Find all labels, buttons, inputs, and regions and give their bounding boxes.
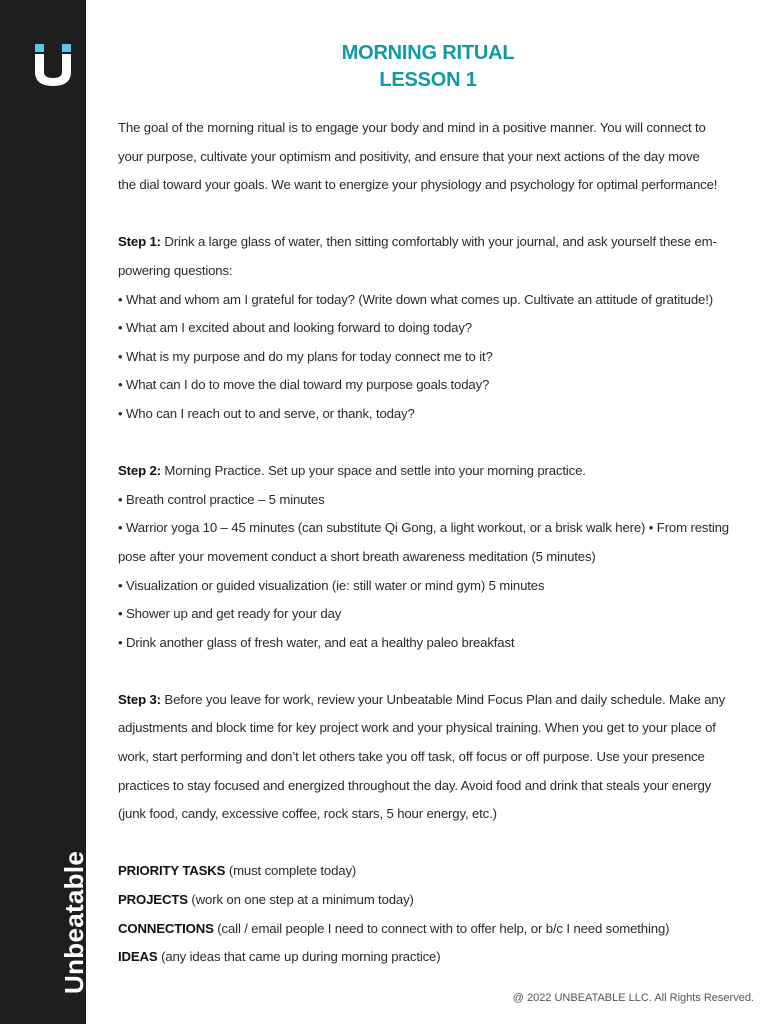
title-line-1: MORNING RITUAL	[341, 42, 515, 64]
step-3-line: practices to stay focused and energized throughout the day. Avoid food and drink that steals your energy	[118, 777, 712, 793]
step-1-line: powering questions:	[118, 262, 233, 278]
step-2-label: Step 2:	[118, 463, 161, 479]
intro-line: your purpose, cultivate your optimism and positivity, and ensure that your next actions of the day move	[118, 148, 700, 164]
brand-vertical-text: Unbeatable	[59, 850, 89, 994]
list-connections: CONNECTIONS (call / email people I need to connect with to offer help, or b/c I need something)	[118, 920, 670, 936]
unbeatable-logo-icon	[35, 44, 71, 86]
brand-sidebar	[0, 0, 89, 1024]
body-text	[118, 114, 743, 972]
intro-line: The goal of the morning ritual is to engage your body and mind in a positive manner. You will connect to	[118, 120, 706, 135]
step-3-label: Step 3:	[118, 691, 161, 707]
step-2-line: Step 2: Morning Practice. Set up your space and settle into your morning practice.	[118, 463, 586, 479]
step-2-bullet: • Breath control practice – 5 minutes	[118, 491, 325, 507]
step-3-line: (junk food, candy, excessive coffee, rock stars, 5 hour energy, etc.)	[118, 806, 497, 822]
step-2-bullet: • Shower up and get ready for your day	[118, 606, 342, 622]
list-priority-tasks: PRIORITY TASKS (must complete today)	[118, 863, 357, 879]
step-1-label: Step 1:	[118, 234, 161, 250]
step-2-bullet: • Drink another glass of fresh water, and eat a healthy paleo breakfast	[118, 634, 515, 650]
step-2-bullet: pose after your movement conduct a short breath awareness meditation (5 minutes)	[118, 548, 596, 564]
step-3-line: work, start performing and don’t let others take you off task, off focus or off purpose. Use your presence	[118, 749, 705, 765]
step-3-line: adjustments and block time for key project work and your physical training. When you get to your place of	[118, 720, 716, 736]
page-title	[118, 40, 738, 94]
step-1-bullet: • Who can I reach out to and serve, or thank, today?	[118, 405, 415, 421]
step-3-line: Step 3: Before you leave for work, review your Unbeatable Mind Focus Plan and daily schedule. Make any	[118, 691, 726, 707]
step-2-bullet: • Visualization or guided visualization (ie: still water or mind gym) 5 minutes	[118, 577, 545, 593]
step-1-bullet: • What and whom am I grateful for today? (Write down what comes up. Cultivate an attitude of gratitude!)	[118, 291, 713, 307]
list-projects: PROJECTS (work on one step at a minimum today)	[118, 892, 414, 908]
step-2-bullet: • Warrior yoga 10 – 45 minutes (can substitute Qi Gong, a light workout, or a brisk walk here) • From resting	[118, 520, 729, 536]
copyright-footer: @ 2022 UNBEATABLE LLC. All Rights Reserved.	[512, 992, 754, 1004]
step-1-bullet: • What is my purpose and do my plans for today connect me to it?	[118, 348, 493, 364]
title-line-2: LESSON 1	[379, 69, 477, 91]
list-ideas: IDEAS (any ideas that came up during morning practice)	[118, 949, 441, 965]
step-1-bullet: • What am I excited about and looking forward to doing today?	[118, 320, 472, 336]
step-1-bullet: • What can I do to move the dial toward my purpose goals today?	[118, 377, 490, 393]
step-1-line: Step 1: Drink a large glass of water, then sitting comfortably with your journal, and ask yourself these em-	[118, 234, 717, 250]
intro-line: the dial toward your goals. We want to energize your physiology and psychology for optimal performance!	[118, 177, 718, 193]
